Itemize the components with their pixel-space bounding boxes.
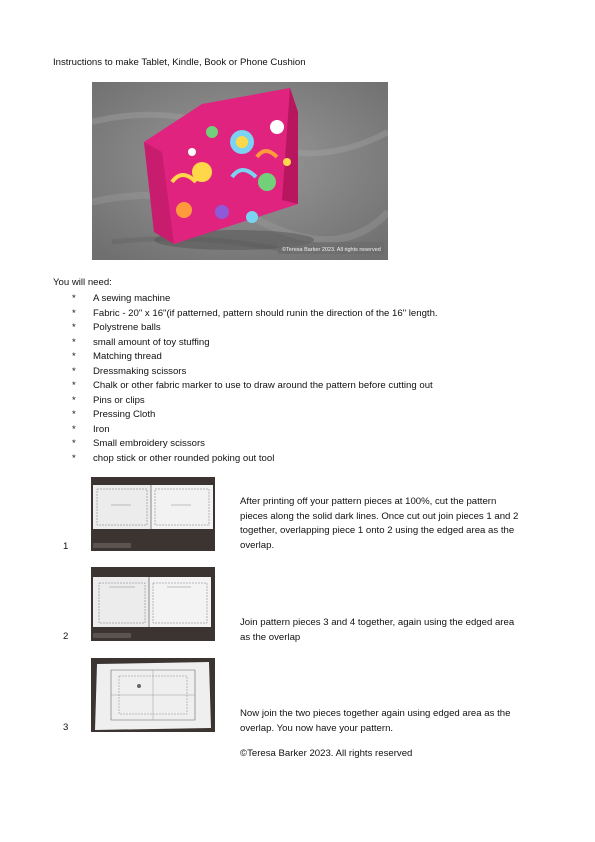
bullet-icon: * <box>72 380 76 391</box>
bullet-icon: * <box>72 394 76 406</box>
bullet-icon: * <box>72 336 76 348</box>
list-item <box>72 408 438 423</box>
list-item-text: A sewing machine <box>93 293 171 304</box>
step-number: 3 <box>63 722 69 733</box>
bullet-icon: * <box>72 322 76 333</box>
list-item-text: Chalk or other fabric marker to use to draw around the pattern before cutting out <box>93 380 433 391</box>
list-item <box>72 307 438 322</box>
list-item <box>72 423 438 438</box>
list-item-text: Pressing Cloth <box>93 409 156 420</box>
cushion-photo <box>92 82 388 260</box>
materials-list <box>72 292 438 466</box>
list-item-text: Small embroidery scissors <box>93 438 205 449</box>
list-item <box>72 336 438 351</box>
step-2-photo <box>91 567 215 641</box>
materials-heading: You will need: <box>53 277 112 288</box>
list-item-text: small amount of toy stuffing <box>93 336 210 348</box>
list-item <box>72 394 438 409</box>
step-1-photo <box>91 477 215 551</box>
step-3-photo <box>91 658 215 732</box>
list-item <box>72 452 438 467</box>
list-item <box>72 292 438 307</box>
bullet-icon: * <box>72 351 76 362</box>
step-instruction: Join pattern pieces 3 and 4 together, again using the edged area as the overlap <box>240 617 515 643</box>
bullet-icon: * <box>72 293 76 304</box>
list-item <box>72 321 438 336</box>
list-item-text: Iron <box>93 423 110 435</box>
bullet-icon: * <box>72 365 76 377</box>
step-instruction: After printing off your pattern pieces at 100%, cut the pattern pieces along the solid dark lines. Once cut out join pieces 1 and 2 together, overlapping piece 1 onto 2 using the edged area as the overlap. <box>240 496 519 551</box>
step-instruction: Now join the two pieces together again using edged area as the overlap. You now have your pattern. <box>240 708 511 734</box>
document-title: Instructions to make Tablet, Kindle, Book or Phone Cushion <box>53 57 306 68</box>
list-item-text: Pins or clips <box>93 394 145 406</box>
copyright-notice: ©Teresa Barker 2023. All rights reserved <box>240 748 413 759</box>
list-item <box>72 437 438 452</box>
bullet-icon: * <box>72 409 76 420</box>
list-item-text: Fabric - 20" x 16"(if patterned, pattern should runin the direction of the 16" length. <box>93 307 438 319</box>
list-item-text: Matching thread <box>93 351 162 362</box>
bullet-icon: * <box>72 438 76 449</box>
bullet-icon: * <box>72 307 76 319</box>
bullet-icon: * <box>72 452 76 464</box>
list-item <box>72 365 438 380</box>
step-number: 1 <box>63 541 69 552</box>
list-item <box>72 379 438 394</box>
list-item-text: Dressmaking scissors <box>93 365 187 377</box>
photo-watermark: ©Teresa Barker 2023. All rights reserved <box>282 247 381 253</box>
bullet-icon: * <box>72 423 76 435</box>
step-number: 2 <box>63 631 69 642</box>
list-item-text: chop stick or other rounded poking out tool <box>93 452 275 464</box>
list-item <box>72 350 438 365</box>
list-item-text: Polystrene balls <box>93 322 161 333</box>
